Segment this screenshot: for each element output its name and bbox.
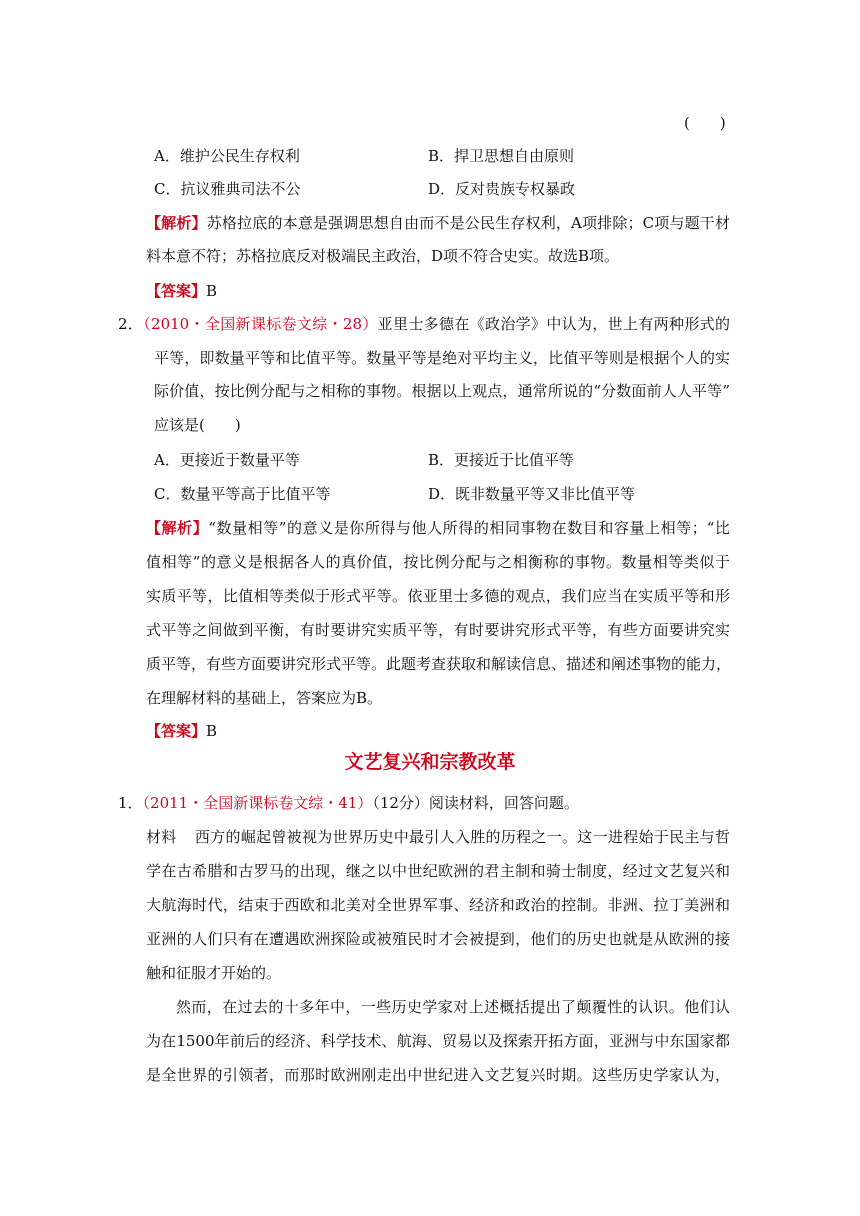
analysis-text: “数量相等”的意义是你所得与他人所得的相同事物在数目和容量上相等；“比 [208,519,730,537]
analysis-line [146,518,730,538]
option-a: A．更接近于数量平等 [154,451,300,469]
analysis-line: 式平等之间做到平衡，有时要讲究实质平等，有时要讲究形式平等，有些方面要讲究实 [146,621,730,639]
option-c: C．抗议雅典司法不公 [154,180,301,198]
analysis-tag: 【解析】 [146,214,207,232]
material-line: 学在古希腊和古罗马的出现，继之以中世纪欧洲的君主制和骑士制度，经过文艺复兴和 [146,862,730,880]
question-number: 2． [118,315,144,333]
section-title: 文艺复兴和宗教改革 [344,751,516,773]
answer-line [146,281,217,301]
analysis-text: 苏格拉底的本意是强调思想自由而不是公民生存权利，A项排除；C项与题干材 [206,214,730,232]
analysis-line: 质平等，有些方面要讲究形式平等。此题考查获取和解读信息、描述和阐述事物的能力， [146,655,732,673]
option-b: B．捍卫思想自由原则 [428,147,575,165]
answer-tag: 【答案】 [146,722,207,740]
material-label: 材料 [146,828,177,846]
material-line: 大航海时代，结束于西欧和北美对全世界军事、经济和政治的控制。非洲、拉丁美洲和 [146,896,730,914]
answer-line [146,721,217,741]
question-source: （2010・全国新课标卷文综・28） [143,315,378,333]
stem-line: 际价值，按比例分配与之相称的事物。根据以上观点，通常所说的“分数面前人人平等” [154,382,730,400]
analysis-line: 实质平等，比值相等类似于形式平等。依亚里士多德的观点，我们应当在实质平等和形 [146,587,730,605]
answer-value: B [206,282,218,300]
option-c: C．数量平等高于比值平等 [154,485,331,503]
question-number: 1． [118,794,143,812]
option-b: B．更接近于比值平等 [428,451,575,469]
answer-tag: 【答案】 [146,282,207,300]
material-text: 西方的崛起曾被视为世界历史中最引人入胜的历程之一。这一进程始于民主与哲 [194,828,730,846]
material-line: 是全世界的引领者，而那时欧洲刚走出中世纪进入文艺复兴时期。这些历史学家认为， [146,1066,730,1084]
analysis-line: 在理解材料的基础上，答案应为B。 [146,689,383,707]
answer-parentheses: ( ) [684,114,726,132]
material-line: 亚洲的人们只有在遭遇欧洲探险或被殖民时才会被提到，他们的历史也就是从欧洲的接 [146,930,730,948]
analysis-line [146,213,730,233]
option-d: D．既非数量平等又非比值平等 [428,485,636,503]
material-line: 然而，在过去的十多年中，一些历史学家对上述概括提出了颠覆性的认识。他们认 [176,998,730,1016]
analysis-line: 料本意不符；苏格拉底反对极端民主政治，D项不符合史实。故选B项。 [146,247,620,265]
stem-text: 亚里士多德在《政治学》中认为，世上有两种形式的 [377,315,730,333]
stem-line: 应该是( ) [154,416,241,434]
material-line [146,827,730,847]
option-a: A．维护公民生存权利 [154,147,300,165]
answer-value: B [206,722,218,740]
material-line: 为在1500年前后的经济、科学技术、航海、贸易以及探索开拓方面，亚洲与中东国家都 [146,1032,730,1050]
question-stem [118,314,730,334]
option-d: D．反对贵族专权暴政 [428,180,576,198]
question-source: （2011・全国新课标卷文综・41） [142,794,373,812]
stem-text: （12分）阅读材料，回答问题。 [372,794,579,812]
analysis-line: 值相等”的意义是根据各人的真价值，按比例分配与之相衡称的事物。数量相等类似于 [146,553,730,571]
analysis-tag: 【解析】 [146,519,209,537]
stem-line: 平等，即数量平等和比值平等。数量平等是绝对平均主义，比值平等则是根据个人的实 [154,349,730,367]
question-stem [118,793,579,813]
material-line: 触和征服才开始的。 [146,964,282,982]
